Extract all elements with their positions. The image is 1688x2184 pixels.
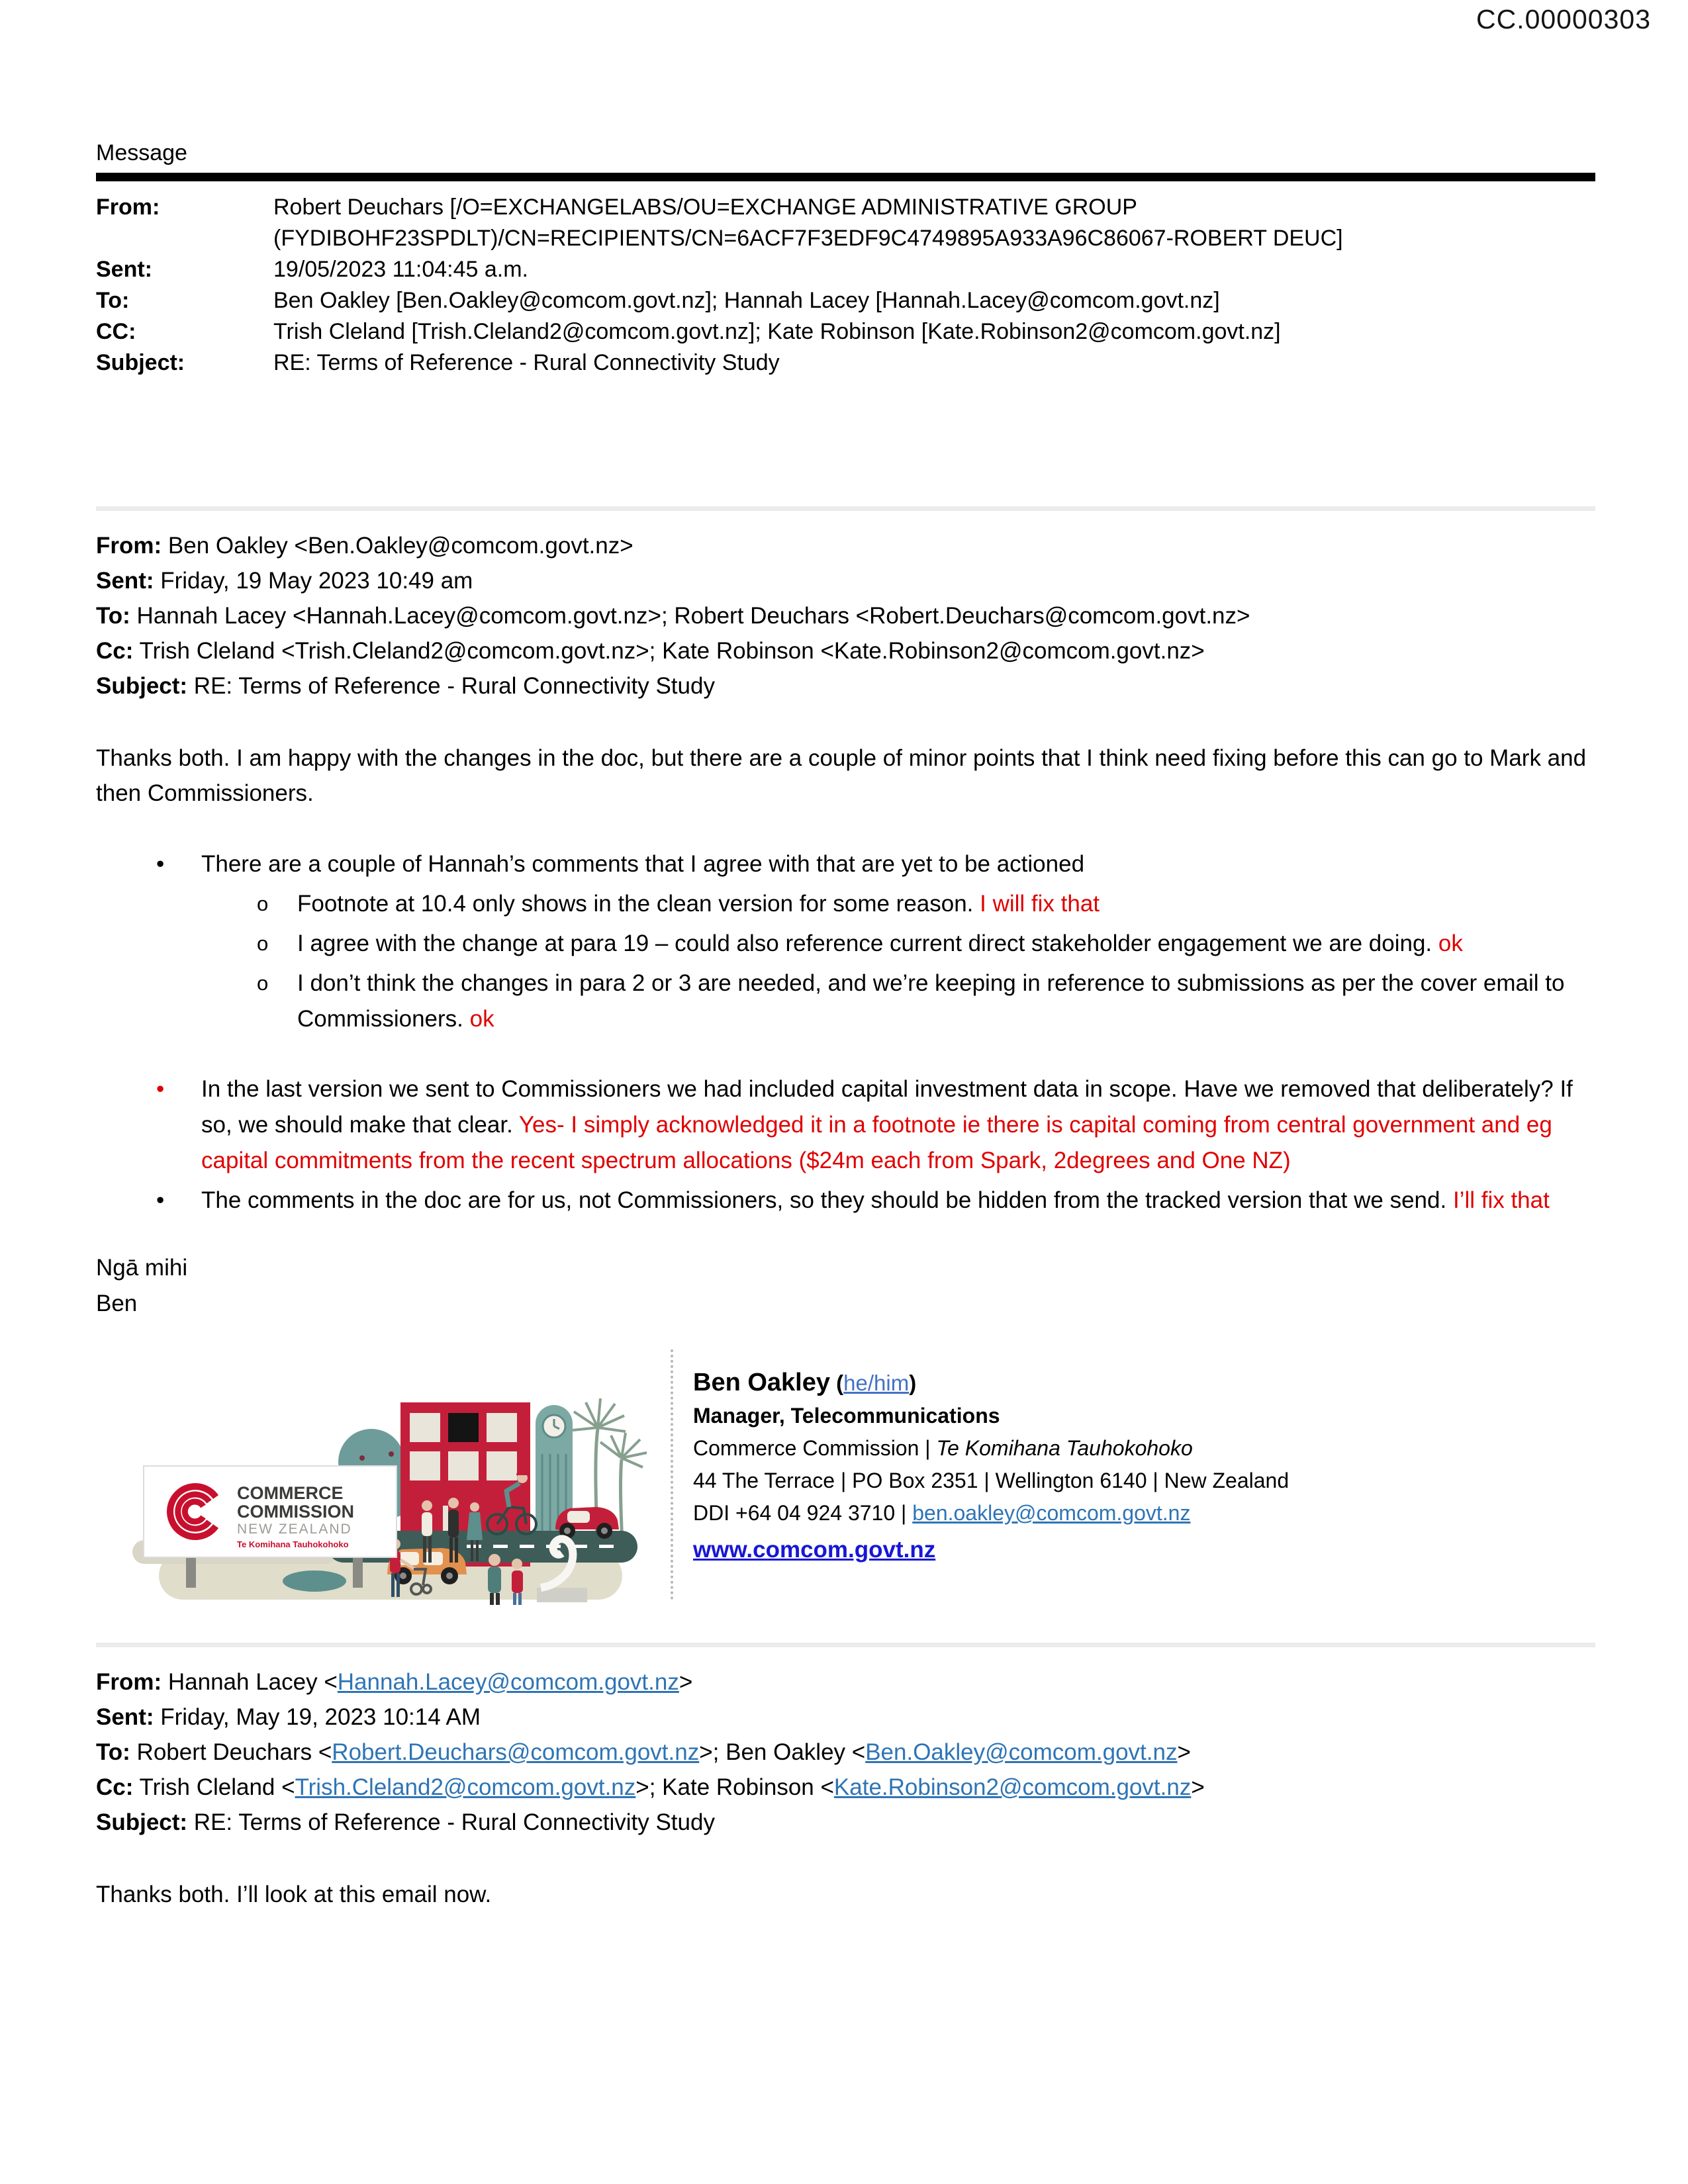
sub-bullet-1-comment: Footnote at 10.4 only shows in the clean version for some reason.	[297, 891, 974, 917]
logo-text-commission: COMMISSION	[237, 1502, 355, 1522]
bullet-marker: •	[156, 851, 165, 877]
bullet-item-2	[96, 1071, 1595, 1179]
sub-bullet-3	[96, 966, 1595, 1037]
pronoun-link[interactable]: he/him	[843, 1371, 910, 1395]
email2-from-value: Ben Oakley <Ben.Oakley@comcom.govt.nz>	[162, 533, 633, 559]
message-header-table	[96, 192, 1595, 379]
bullet-2-reply: Yes- I simply acknowledged it in a footnote ie there is capital coming from central government and eg capital commitments from the recent spectrum allocations ($24m each from Spark, 2degrees and One NZ)	[201, 1112, 1552, 1173]
email3-paragraph: Thanks both. I’ll look at this email now.	[96, 1882, 492, 1907]
email3-cc-link-2[interactable]: Kate.Robinson2@comcom.govt.nz	[833, 1774, 1192, 1800]
email3-cc-post: >	[1191, 1774, 1205, 1800]
signature-org: Commerce Commission	[693, 1436, 919, 1460]
signature-address: 44 The Terrace | PO Box 2351 | Wellington 6140 | New Zealand	[693, 1469, 1289, 1492]
bullet-item-1	[96, 846, 1595, 882]
sub-bullet-3-text	[297, 966, 1595, 1037]
email2-subject-label: Subject:	[96, 673, 188, 699]
email3-from-link[interactable]: Hannah.Lacey@comcom.govt.nz	[337, 1669, 679, 1695]
email3-cc-label: Cc:	[96, 1774, 134, 1800]
email3-to-post: >	[1177, 1739, 1191, 1765]
sub-bullet-2	[96, 926, 1595, 962]
signature-website-link[interactable]: www.comcom.govt.nz	[693, 1537, 936, 1563]
email3-sent-label: Sent:	[96, 1704, 154, 1730]
header-from-label: From:	[96, 195, 160, 220]
header-from-value: Robert Deuchars [/O=EXCHANGELABS/OU=EXCHANGE ADMINISTRATIVE GROUP (FYDIBOHF23SPDLT)/CN=RECIPIENTS/CN=6ACF7F3EDF9C4749895A933A96C86067-ROBERT DEUC]	[273, 195, 1343, 251]
header-sent-label: Sent:	[96, 257, 152, 282]
email2-to-line	[96, 598, 1595, 633]
email2-header	[96, 528, 1595, 704]
email3-from-label: From:	[96, 1669, 162, 1695]
sub-bullet-2-comment: I agree with the change at para 19 – could also reference current direct stakeholder engagement we are doing.	[297, 931, 1432, 956]
email2-from-line	[96, 528, 1595, 563]
sub-bullet-1	[96, 886, 1595, 922]
sub-bullet-3-comment: I don’t think the changes in para 2 or 3 are needed, and we’re keeping in reference to submissions as per the cover email to Commissioners.	[297, 970, 1565, 1032]
message-section-label: Message	[96, 140, 187, 165]
signature-dotted-separator	[671, 1349, 673, 1600]
email2-to-label: To:	[96, 603, 130, 629]
signature-illustration	[96, 1342, 665, 1606]
quoted-email-divider	[96, 506, 1595, 511]
email3-to-mid: >; Ben Oakley <	[699, 1739, 866, 1765]
bullet-3-comment: The comments in the doc are for us, not Commissioners, so they should be hidden from the tracked version that we send.	[201, 1187, 1447, 1213]
logo-text-new-zealand: NEW ZEALAND	[237, 1522, 352, 1537]
header-subject-label: Subject:	[96, 350, 185, 375]
sub-bullet-marker: o	[257, 972, 269, 995]
email2-from-label: From:	[96, 533, 162, 559]
bullet-marker-red: •	[156, 1076, 165, 1102]
email3-subject-line	[96, 1805, 1595, 1840]
email2-cc-line	[96, 633, 1595, 668]
bullet-3-text	[201, 1183, 1595, 1218]
email3-from-post: >	[679, 1669, 693, 1695]
sub-bullet-3-reply: ok	[463, 1006, 494, 1032]
quoted-email-divider	[96, 1643, 1595, 1647]
signature-org-line	[693, 1432, 1289, 1465]
signature-name-line	[693, 1367, 1289, 1400]
email3-subject-label: Subject:	[96, 1809, 188, 1835]
bullet-marker: •	[156, 1187, 165, 1213]
sub-bullet-marker: o	[257, 892, 269, 915]
header-subject-value: RE: Terms of Reference - Rural Connectivity Study	[273, 350, 780, 375]
email2-sent-label: Sent:	[96, 568, 154, 594]
email2-signoff	[96, 1250, 1595, 1322]
header-to-label: To:	[96, 288, 130, 313]
signature-details	[693, 1367, 1289, 1567]
email3-from-pre: Hannah Lacey <	[162, 1669, 338, 1695]
email3-subject-value: RE: Terms of Reference - Rural Connectivity Study	[187, 1809, 715, 1835]
email2-subject-line	[96, 668, 1595, 704]
header-cc-value: Trish Cleland [Trish.Cleland2@comcom.govt.nz]; Kate Robinson [Kate.Robinson2@comcom.govt.nz]	[273, 319, 1281, 344]
signoff-greeting: Ngā mihi	[96, 1255, 188, 1281]
header-to-value: Ben Oakley [Ben.Oakley@comcom.govt.nz]; Hannah Lacey [Hannah.Lacey@comcom.govt.nz]	[273, 288, 1220, 313]
sub-bullet-1-text	[297, 886, 1595, 922]
bullet-2-comment: In the last version we sent to Commissioners we had included capital investment data in scope. Have we removed that deliberately? If so, we should make that clear.	[201, 1076, 1573, 1138]
email2-to-value: Hannah Lacey <Hannah.Lacey@comcom.govt.nz>; Robert Deuchars <Robert.Deuchars@comcom.govt.nz>	[130, 603, 1250, 629]
email2-bullet-list	[96, 846, 1595, 1218]
signature-org-maori: Te Komihana Tauhokohoko	[936, 1436, 1193, 1460]
bullet-3-reply: I’ll fix that	[1446, 1187, 1550, 1213]
logo-text-commerce: COMMERCE	[237, 1483, 344, 1503]
header-rule	[96, 173, 1595, 181]
pronoun-open: (	[830, 1371, 844, 1395]
email3-to-link-2[interactable]: Ben.Oakley@comcom.govt.nz	[865, 1739, 1178, 1765]
email2-subject-value: RE: Terms of Reference - Rural Connectivity Study	[187, 673, 715, 699]
email3-to-line	[96, 1735, 1595, 1770]
email3-cc-mid: >; Kate Robinson <	[635, 1774, 834, 1800]
email3-sent-value: Friday, May 19, 2023 10:14 AM	[154, 1704, 481, 1730]
signature-email-link[interactable]: ben.oakley@comcom.govt.nz	[912, 1501, 1191, 1525]
email2-sent-value: Friday, 19 May 2023 10:49 am	[154, 568, 473, 594]
header-cc-label: CC:	[96, 319, 136, 344]
email2-cc-value: Trish Cleland <Trish.Cleland2@comcom.govt.nz>; Kate Robinson <Kate.Robinson2@comcom.govt.nz>	[133, 638, 1205, 664]
email-signature-block	[96, 1342, 1595, 1606]
email3-header	[96, 1664, 1595, 1840]
bullet-2-text	[201, 1071, 1595, 1179]
pronoun-close: )	[909, 1371, 917, 1395]
email-document	[96, 0, 1595, 1912]
sub-bullet-marker: o	[257, 932, 269, 955]
email3-to-link-1[interactable]: Robert.Deuchars@comcom.govt.nz	[332, 1739, 700, 1765]
email2-sent-line	[96, 563, 1595, 598]
signature-org-separator: |	[919, 1436, 937, 1460]
sub-bullet-2-reply: ok	[1432, 931, 1463, 956]
email2-cc-label: Cc:	[96, 638, 134, 664]
email3-to-pre: Robert Deuchars <	[130, 1739, 332, 1765]
sub-bullet-1-reply: I will fix that	[973, 891, 1100, 917]
email3-sent-line	[96, 1700, 1595, 1735]
signature-ddi: DDI +64 04 924 3710 |	[693, 1501, 913, 1525]
signature-job-title: Manager, Telecommunications	[693, 1404, 1000, 1428]
email3-from-line	[96, 1664, 1595, 1700]
email3-cc-pre: Trish Cleland <	[133, 1774, 295, 1800]
email3-cc-link-1[interactable]: Trish.Cleland2@comcom.govt.nz	[295, 1774, 636, 1800]
email2-paragraph: Thanks both. I am happy with the changes in the doc, but there are a couple of minor points that I think need fixing before this can go to Mark and then Commissioners.	[96, 745, 1587, 806]
signoff-name: Ben	[96, 1291, 138, 1316]
logo-text-maori: Te Komihana Tauhokohoko	[237, 1539, 349, 1549]
bullet-item-3	[96, 1183, 1595, 1218]
header-sent-value: 19/05/2023 11:04:45 a.m.	[273, 257, 529, 282]
teal-shape	[283, 1570, 346, 1592]
signature-name: Ben Oakley	[693, 1369, 830, 1396]
bullet-1-text: There are a couple of Hannah’s comments that I agree with that are yet to be actioned	[201, 851, 1085, 877]
signature-phone-line	[693, 1497, 1289, 1529]
email3-to-label: To:	[96, 1739, 130, 1765]
email3-cc-line	[96, 1770, 1595, 1805]
document-reference-number: CC.00000303	[1476, 4, 1651, 34]
sub-bullet-2-text	[297, 926, 1595, 962]
